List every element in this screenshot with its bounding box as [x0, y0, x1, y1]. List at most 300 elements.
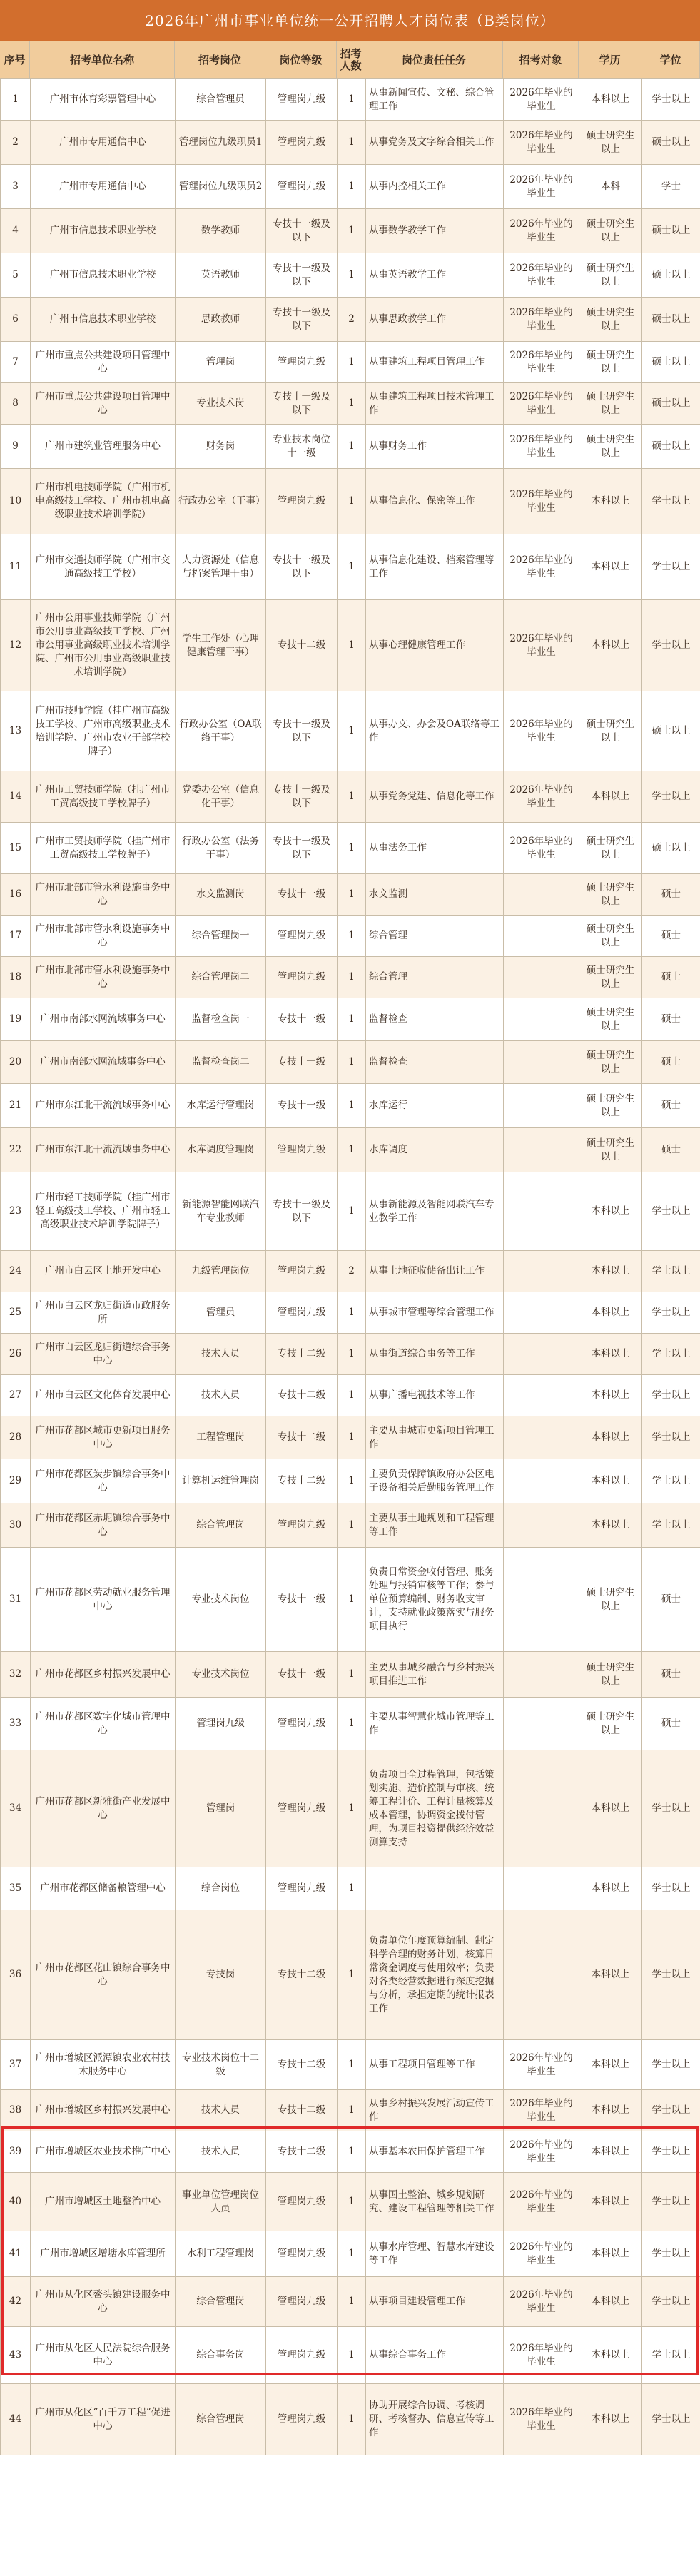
degree: 学士以上	[642, 2131, 700, 2173]
unit-name: 广州市增城区派潭镇农业农村技术服务中心	[31, 2040, 176, 2090]
post-level: 管理岗九级	[266, 1503, 338, 1548]
degree: 学士以上	[642, 1910, 700, 2040]
row-number: 41	[1, 2231, 31, 2277]
post-level: 管理岗九级	[266, 79, 338, 121]
table-row	[1, 1867, 700, 1910]
unit-name: 广州市体育彩票管理中心	[31, 79, 176, 121]
target-group: 2026年毕业的毕业生	[504, 79, 579, 121]
post-level: 专技十二级	[266, 1910, 338, 2040]
unit-name: 广州市从化区鳌头镇建设服务中心	[31, 2277, 176, 2327]
target-group: 2026年毕业的毕业生	[504, 383, 579, 425]
unit-name: 广州市白云区龙归街道综合事务中心	[31, 1334, 176, 1375]
unit-name: 广州市花都区赤坭镇综合事务中心	[31, 1503, 176, 1548]
header-cell: 招考对象	[503, 41, 579, 78]
degree: 学士以上	[642, 600, 700, 691]
degree: 硕士以上	[642, 298, 700, 342]
unit-name: 广州市花都区新雅街产业发展中心	[31, 1750, 176, 1867]
unit-name: 广州市轻工技师学院（挂广州市轻工高级技工学校、广州市轻工高级职业技术培训学院牌子）	[31, 1172, 176, 1251]
unit-name: 广州市北部市管水利设施事务中心	[31, 957, 176, 998]
post-level: 管理岗九级	[266, 1128, 338, 1172]
post-duty: 从事城市管理等综合管理工作	[366, 1292, 504, 1334]
post-duty: 从事基本农田保护管理工作	[366, 2131, 504, 2173]
target-group	[504, 1375, 579, 1416]
post-name: 专技岗	[176, 1910, 266, 2040]
post-level: 管理岗九级	[266, 1867, 338, 1910]
post-duty: 从事新能源及智能网联汽车专业教学工作	[366, 1172, 504, 1251]
target-group	[504, 1172, 579, 1251]
table-row	[1, 771, 700, 823]
post-level: 管理岗九级	[266, 2384, 338, 2455]
post-duty: 从事法务工作	[366, 823, 504, 874]
post-name: 技术人员	[176, 2090, 266, 2131]
education: 本科以上	[579, 2173, 642, 2231]
table-row	[1, 1041, 700, 1084]
post-name: 水文监测岗	[176, 874, 266, 916]
post-duty: 监督检查	[366, 1041, 504, 1084]
headcount: 1	[338, 916, 366, 957]
page-title: 2026年广州市事业单位统一公开招聘人才岗位表（B类岗位）	[0, 0, 700, 41]
unit-name: 广州市花都区花山镇综合事务中心	[31, 1910, 176, 2040]
education: 硕士研究生以上	[579, 957, 642, 998]
post-name: 技术人员	[176, 2131, 266, 2173]
post-name: 技术人员	[176, 1334, 266, 1375]
unit-name: 广州市技师学院（挂广州市高级技工学校、广州市高级职业技术培训学院、广州市农业干部学校牌子）	[31, 691, 176, 771]
target-group: 2026年毕业的毕业生	[504, 2384, 579, 2455]
unit-name: 广州市花都区数字化城市管理中心	[31, 1698, 176, 1750]
table-row	[1, 79, 700, 121]
table-row	[1, 2327, 700, 2384]
row-number: 40	[1, 2173, 31, 2231]
post-duty: 综合管理	[366, 957, 504, 998]
target-group: 2026年毕业的毕业生	[504, 121, 579, 165]
post-level: 专技十二级	[266, 1334, 338, 1375]
headcount: 1	[338, 79, 366, 121]
row-number: 13	[1, 691, 31, 771]
education: 本科以上	[579, 2277, 642, 2327]
education: 本科以上	[579, 534, 642, 600]
row-number: 34	[1, 1750, 31, 1867]
table-row	[1, 2277, 700, 2327]
unit-name: 广州市工贸技师学院（挂广州市工贸高级技工学校牌子）	[31, 771, 176, 823]
degree: 硕士	[642, 1548, 700, 1652]
table-row	[1, 2231, 700, 2277]
target-group	[504, 1128, 579, 1172]
headcount: 1	[338, 253, 366, 298]
table-row	[1, 253, 700, 298]
unit-name: 广州市花都区乡村振兴发展中心	[31, 1652, 176, 1698]
headcount: 1	[338, 600, 366, 691]
unit-name: 广州市重点公共建设项目管理中心	[31, 342, 176, 383]
row-number: 1	[1, 79, 31, 121]
headcount: 1	[338, 1503, 366, 1548]
table-row	[1, 121, 700, 165]
target-group: 2026年毕业的毕业生	[504, 600, 579, 691]
table-row	[1, 165, 700, 209]
post-duty: 从事办文、办会及OA联络等工作	[366, 691, 504, 771]
row-number: 36	[1, 1910, 31, 2040]
education: 本科以上	[579, 2231, 642, 2277]
degree: 学士以上	[642, 2231, 700, 2277]
post-duty: 从事党务及文字综合相关工作	[366, 121, 504, 165]
target-group	[504, 874, 579, 916]
degree: 硕士	[642, 1041, 700, 1084]
table-row	[1, 1084, 700, 1128]
degree: 学士以上	[642, 534, 700, 600]
row-number: 39	[1, 2131, 31, 2173]
table-row	[1, 1548, 700, 1652]
education: 硕士研究生以上	[579, 1548, 642, 1652]
headcount: 1	[338, 998, 366, 1041]
education: 本科以上	[579, 2327, 642, 2384]
headcount: 1	[338, 691, 366, 771]
target-group: 2026年毕业的毕业生	[504, 2090, 579, 2131]
post-name: 综合管理岗一	[176, 916, 266, 957]
education: 本科以上	[579, 79, 642, 121]
headcount: 1	[338, 1750, 366, 1867]
post-level: 管理岗九级	[266, 2327, 338, 2384]
post-level: 专技十二级	[266, 600, 338, 691]
target-group	[504, 1041, 579, 1084]
education: 本科以上	[579, 2384, 642, 2455]
education: 本科以上	[579, 1459, 642, 1503]
row-number: 12	[1, 600, 31, 691]
table-row	[1, 425, 700, 469]
headcount: 1	[338, 823, 366, 874]
degree: 学士以上	[642, 1251, 700, 1292]
row-number: 14	[1, 771, 31, 823]
degree: 硕士	[642, 1652, 700, 1698]
target-group	[504, 1910, 579, 2040]
post-duty: 从事党务党建、信息化等工作	[366, 771, 504, 823]
unit-name: 广州市花都区储备粮管理中心	[31, 1867, 176, 1910]
table-row	[1, 2131, 700, 2173]
degree: 硕士	[642, 1698, 700, 1750]
education: 本科以上	[579, 1172, 642, 1251]
unit-name: 广州市工贸技师学院（挂广州市工贸高级技工学校牌子）	[31, 823, 176, 874]
post-name: 管理岗位九级职员1	[176, 121, 266, 165]
target-group	[504, 1334, 579, 1375]
target-group	[504, 1416, 579, 1459]
row-number: 35	[1, 1867, 31, 1910]
post-duty: 从事新闻宣传、文秘、综合管理工作	[366, 79, 504, 121]
unit-name: 广州市南部水网流域事务中心	[31, 998, 176, 1041]
row-number: 2	[1, 121, 31, 165]
post-duty: 负责单位年度预算编制、制定科学合理的财务计划，核算日常资金调度与使用效率；负责对各类经营数据进行深度挖掘与分析，承担定期的统计报表工作	[366, 1910, 504, 2040]
table-header	[0, 41, 700, 78]
row-number: 17	[1, 916, 31, 957]
education: 本科以上	[579, 771, 642, 823]
headcount: 1	[338, 874, 366, 916]
degree: 学士以上	[642, 1334, 700, 1375]
table-row	[1, 823, 700, 874]
post-level: 专技十一级及以下	[266, 209, 338, 253]
unit-name: 广州市北部市管水利设施事务中心	[31, 874, 176, 916]
row-number: 29	[1, 1459, 31, 1503]
post-duty: 综合管理	[366, 916, 504, 957]
headcount: 1	[338, 383, 366, 425]
degree: 学士以上	[642, 2384, 700, 2455]
post-level: 专技十一级	[266, 1084, 338, 1128]
post-duty: 从事内控相关工作	[366, 165, 504, 209]
row-number: 27	[1, 1375, 31, 1416]
job-table	[0, 78, 700, 2455]
degree: 学士以上	[642, 2327, 700, 2384]
headcount: 1	[338, 1548, 366, 1652]
headcount: 2	[338, 1251, 366, 1292]
target-group: 2026年毕业的毕业生	[504, 2231, 579, 2277]
education: 硕士研究生以上	[579, 823, 642, 874]
unit-name: 广州市南部水网流域事务中心	[31, 1041, 176, 1084]
unit-name: 广州市增城区乡村振兴发展中心	[31, 2090, 176, 2131]
table-row	[1, 691, 700, 771]
education: 本科以上	[579, 2040, 642, 2090]
row-number: 15	[1, 823, 31, 874]
education: 硕士研究生以上	[579, 425, 642, 469]
table-row	[1, 2384, 700, 2455]
post-duty: 主要从事城乡融合与乡村振兴项目推进工作	[366, 1652, 504, 1698]
post-duty: 从事国土整治、城乡规划研究、建设工程管理等相关工作	[366, 2173, 504, 2231]
headcount: 1	[338, 2131, 366, 2173]
degree: 学士以上	[642, 771, 700, 823]
post-name: 综合管理岗	[176, 2277, 266, 2327]
degree: 学士	[642, 165, 700, 209]
education: 硕士研究生以上	[579, 1128, 642, 1172]
row-number: 19	[1, 998, 31, 1041]
row-number: 43	[1, 2327, 31, 2384]
unit-name: 广州市专用通信中心	[31, 165, 176, 209]
table-row	[1, 469, 700, 534]
degree: 硕士以上	[642, 425, 700, 469]
table-row	[1, 1416, 700, 1459]
table-row	[1, 998, 700, 1041]
unit-name: 广州市北部市管水利设施事务中心	[31, 916, 176, 957]
table-row	[1, 383, 700, 425]
post-duty: 从事心理健康管理工作	[366, 600, 504, 691]
education: 本科以上	[579, 1334, 642, 1375]
headcount: 1	[338, 1459, 366, 1503]
headcount: 1	[338, 1292, 366, 1334]
table-row	[1, 916, 700, 957]
header-cell: 招考岗位	[175, 41, 265, 78]
post-duty: 从事英语教学工作	[366, 253, 504, 298]
post-level: 专技十二级	[266, 1375, 338, 1416]
education: 本科以上	[579, 1910, 642, 2040]
row-number: 4	[1, 209, 31, 253]
target-group: 2026年毕业的毕业生	[504, 165, 579, 209]
unit-name: 广州市白云区文化体育发展中心	[31, 1375, 176, 1416]
degree: 硕士	[642, 998, 700, 1041]
post-name: 管理岗	[176, 1750, 266, 1867]
headcount: 1	[338, 1652, 366, 1698]
post-name: 专业技术岗位	[176, 1652, 266, 1698]
row-number: 21	[1, 1084, 31, 1128]
post-level: 专业技术岗位十一级	[266, 425, 338, 469]
unit-name: 广州市机电技师学院（广州市机电高级技工学校、广州市机电高级职业技术培训学院）	[31, 469, 176, 534]
education: 硕士研究生以上	[579, 209, 642, 253]
row-number: 33	[1, 1698, 31, 1750]
post-duty: 负责项目全过程管理，包括策划实施、造价控制与审核、统筹工程计价、工程计量核算及成本管理，协调资金拨付管理，为项目投资提供经济效益测算支持	[366, 1750, 504, 1867]
target-group	[504, 1292, 579, 1334]
post-level: 专技十二级	[266, 2090, 338, 2131]
table-row	[1, 600, 700, 691]
row-number: 9	[1, 425, 31, 469]
education: 本科以上	[579, 1503, 642, 1548]
target-group: 2026年毕业的毕业生	[504, 2131, 579, 2173]
unit-name: 广州市白云区龙归街道市政服务所	[31, 1292, 176, 1334]
table-row	[1, 2040, 700, 2090]
target-group: 2026年毕业的毕业生	[504, 823, 579, 874]
education: 硕士研究生以上	[579, 1652, 642, 1698]
post-name: 技术人员	[176, 1375, 266, 1416]
post-duty: 从事乡村振兴发展活动宣传工作	[366, 2090, 504, 2131]
headcount: 1	[338, 165, 366, 209]
headcount: 1	[338, 2040, 366, 2090]
post-name: 综合岗位	[176, 1867, 266, 1910]
post-name: 专业技术岗位十二级	[176, 2040, 266, 2090]
table-row	[1, 1375, 700, 1416]
table-row	[1, 1910, 700, 2040]
education: 本科以上	[579, 1292, 642, 1334]
unit-name: 广州市重点公共建设项目管理中心	[31, 383, 176, 425]
headcount: 1	[338, 425, 366, 469]
headcount: 1	[338, 2327, 366, 2384]
education: 本科以上	[579, 2090, 642, 2131]
post-level: 专技十一级	[266, 1041, 338, 1084]
unit-name: 广州市从化区人民法院综合服务中心	[31, 2327, 176, 2384]
row-number: 16	[1, 874, 31, 916]
post-level: 管理岗九级	[266, 2277, 338, 2327]
target-group: 2026年毕业的毕业生	[504, 771, 579, 823]
headcount: 1	[338, 2384, 366, 2455]
table-row	[1, 1292, 700, 1334]
post-duty: 负责日常资金收付管理、账务处理与报销审核等工作；参与单位预算编制、财务收支审计，支持就业政策落实与服务项目执行	[366, 1548, 504, 1652]
header-cell: 招考单位名称	[30, 41, 175, 78]
header-cell: 学位	[641, 41, 700, 78]
table-row	[1, 874, 700, 916]
row-number: 18	[1, 957, 31, 998]
post-level: 管理岗九级	[266, 957, 338, 998]
headcount: 1	[338, 1375, 366, 1416]
post-duty: 从事广播电视技术等工作	[366, 1375, 504, 1416]
post-name: 财务岗	[176, 425, 266, 469]
post-duty: 监督检查	[366, 998, 504, 1041]
post-level: 专技十二级	[266, 1416, 338, 1459]
headcount: 1	[338, 1334, 366, 1375]
post-name: 行政办公室（OA联络干事）	[176, 691, 266, 771]
post-name: 学生工作处（心理健康管理干事）	[176, 600, 266, 691]
degree: 学士以上	[642, 2090, 700, 2131]
table-row	[1, 1334, 700, 1375]
unit-name: 广州市东江北干流流域事务中心	[31, 1128, 176, 1172]
degree: 学士以上	[642, 2173, 700, 2231]
headcount: 1	[338, 1910, 366, 2040]
education: 硕士研究生以上	[579, 1698, 642, 1750]
degree: 学士以上	[642, 1292, 700, 1334]
degree: 硕士以上	[642, 691, 700, 771]
table-row	[1, 957, 700, 998]
post-duty: 从事建筑工程项目管理工作	[366, 342, 504, 383]
row-number: 20	[1, 1041, 31, 1084]
table-row	[1, 1698, 700, 1750]
education: 本科以上	[579, 1750, 642, 1867]
education: 硕士研究生以上	[579, 998, 642, 1041]
post-duty: 从事工程项目管理等工作	[366, 2040, 504, 2090]
education: 硕士研究生以上	[579, 298, 642, 342]
post-duty: 从事建筑工程项目技术管理工作	[366, 383, 504, 425]
education: 硕士研究生以上	[579, 874, 642, 916]
table-row	[1, 1750, 700, 1867]
header-cell: 岗位等级	[265, 41, 337, 78]
headcount: 2	[338, 298, 366, 342]
target-group	[504, 998, 579, 1041]
row-number: 5	[1, 253, 31, 298]
headcount: 1	[338, 342, 366, 383]
post-name: 思政教师	[176, 298, 266, 342]
row-number: 7	[1, 342, 31, 383]
post-level: 管理岗九级	[266, 2231, 338, 2277]
post-level: 管理岗九级	[266, 1251, 338, 1292]
post-duty: 从事信息化、保密等工作	[366, 469, 504, 534]
post-name: 人力资源处（信息与档案管理干事）	[176, 534, 266, 600]
degree: 硕士以上	[642, 823, 700, 874]
post-name: 党委办公室（信息化干事）	[176, 771, 266, 823]
headcount: 1	[338, 2231, 366, 2277]
degree: 学士以上	[642, 1459, 700, 1503]
target-group	[504, 1548, 579, 1652]
table-row	[1, 1172, 700, 1251]
row-number: 32	[1, 1652, 31, 1698]
post-name: 综合事务岗	[176, 2327, 266, 2384]
post-name: 新能源智能网联汽车专业教师	[176, 1172, 266, 1251]
post-name: 水利工程管理岗	[176, 2231, 266, 2277]
post-level: 专技十一级及以下	[266, 823, 338, 874]
headcount: 1	[338, 121, 366, 165]
table-row	[1, 1459, 700, 1503]
unit-name: 广州市建筑业管理服务中心	[31, 425, 176, 469]
degree: 硕士以上	[642, 253, 700, 298]
table-row	[1, 209, 700, 253]
post-duty: 水库运行	[366, 1084, 504, 1128]
post-level: 专技十二级	[266, 1459, 338, 1503]
post-duty: 从事数学教学工作	[366, 209, 504, 253]
target-group: 2026年毕业的毕业生	[504, 2277, 579, 2327]
degree: 硕士以上	[642, 121, 700, 165]
post-duty: 从事思政教学工作	[366, 298, 504, 342]
headcount: 1	[338, 469, 366, 534]
headcount: 1	[338, 1867, 366, 1910]
post-duty: 从事财务工作	[366, 425, 504, 469]
row-number: 44	[1, 2384, 31, 2455]
post-name: 计算机运维管理岗	[176, 1459, 266, 1503]
headcount: 1	[338, 1698, 366, 1750]
degree: 学士以上	[642, 2040, 700, 2090]
post-name: 管理岗位九级职员2	[176, 165, 266, 209]
degree: 硕士	[642, 1128, 700, 1172]
post-name: 综合管理岗	[176, 1503, 266, 1548]
row-number: 23	[1, 1172, 31, 1251]
target-group: 2026年毕业的毕业生	[504, 2327, 579, 2384]
target-group: 2026年毕业的毕业生	[504, 209, 579, 253]
post-duty: 主要负责保障镇政府办公区电子设备相关后勤服务管理工作	[366, 1459, 504, 1503]
header-cell: 序号	[0, 41, 30, 78]
target-group	[504, 1867, 579, 1910]
table-row	[1, 2090, 700, 2131]
post-level: 专技十一级及以下	[266, 771, 338, 823]
target-group: 2026年毕业的毕业生	[504, 253, 579, 298]
unit-name: 广州市白云区土地开发中心	[31, 1251, 176, 1292]
target-group	[504, 916, 579, 957]
post-name: 事业单位管理岗位人员	[176, 2173, 266, 2231]
